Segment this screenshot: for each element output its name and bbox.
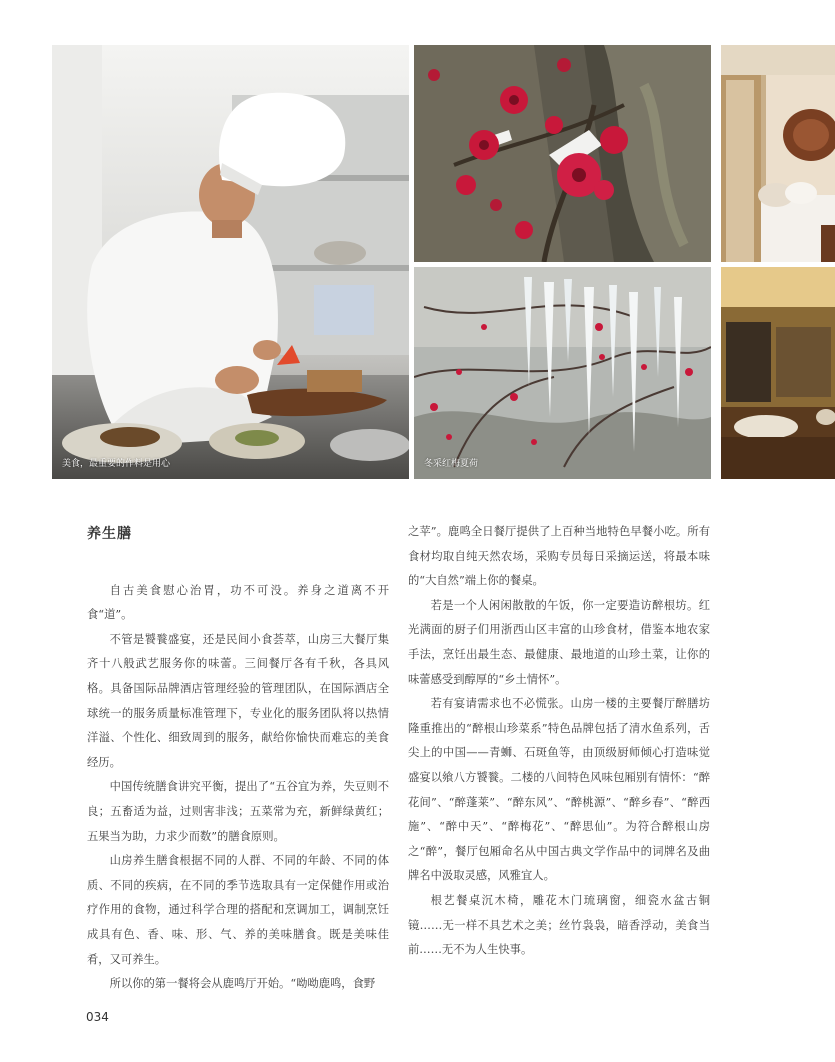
- paragraph: 若有宴请需求也不必慌张。山房一楼的主要餐厅醉膳坊隆重推出的“醉根山珍菜系”特色品牌包括了清水鱼系列，舌尖上的中国——青蛳、石斑鱼等，由顶级厨师倾心打造味觉盛宴以飨八方饕餮。二楼的八间特色风味包厢别有情怀：“醉花间”、“醉蓬莱”、“醉东风”、“醉桃源”、“醉乡春”、“醉西施”、“醉中天”、“醉梅花”、“醉思仙”。为符合醉根山房之“醉”，餐厅包厢命名从中国古典文学作品中的词牌名及曲牌名中汲取灵感，风雅宜人。: [408, 697, 710, 883]
- section-title: 养生膳: [87, 526, 132, 542]
- icicle-image: [414, 267, 711, 479]
- article-column-right: [408, 520, 710, 963]
- icicle-photo: [414, 267, 711, 479]
- bathroom-photo: [721, 267, 835, 479]
- paragraph: 山房养生膳食根据不同的人群、不同的年龄、不同的体质、不同的疾病，在不同的季节选取具有一定保健作用或治疗作用的食物，通过科学合理的搭配和烹调加工，调制烹饪成具有色、香、味、形、气、养的美味膳食。既是美味佳肴，又可养生。: [87, 854, 389, 966]
- article-column-left: [87, 520, 389, 997]
- bathroom-image: [721, 267, 835, 479]
- chef-photo-image: [52, 45, 409, 479]
- paragraph-continuation: 之苹”。鹿鸣全日餐厅提供了上百种当地特色早餐小吃。所有食材均取自纯天然农场，采购专员每日采摘运送，将最本味的“大自然”端上你的餐桌。: [408, 525, 710, 588]
- paragraph: 所以你的第一餐将会从鹿鸣厅开始。“呦呦鹿鸣，食野: [109, 977, 376, 991]
- chef-photo: [52, 45, 409, 479]
- paragraph: 中国传统膳食讲究平衡，提出了“五谷宜为养，失豆则不良；五畜适为益，过则害非浅；五菜常为充，新鲜绿黄红；五果当为助，力求少而数”的膳食原则。: [87, 780, 389, 843]
- paragraph: 自古美食慰心治胃，功不可没。养身之道离不开食“道”。: [87, 583, 389, 622]
- plum-blossom-photo: [414, 45, 711, 262]
- icicle-photo-caption: 冬采红梅夏荷: [424, 459, 479, 469]
- page-number: 034: [86, 1010, 109, 1024]
- paragraph: 不管是饕餮盛宴，还是民间小食荟萃，山房三大餐厅集齐十八般武艺服务你的味蕾。三间餐厅各有千秋，各具风格。具备国际品牌酒店管理经验的管理团队，在国际酒店全球统一的服务质量标准管理下，专业化的服务团队将以热情洋溢、个性化、细致周到的服务，献给你愉快而难忘的美食经历。: [87, 632, 389, 769]
- bedroom-photo: [721, 45, 835, 262]
- plum-blossom-image: [414, 45, 711, 262]
- bedroom-image: [721, 45, 835, 262]
- paragraph: 根艺餐桌沉木椅，雕花木门琉璃窗，细瓷水盆古铜镜……无一样不具艺术之美；丝竹袅袅，暗香浮动，美食当前……无不为人生快事。: [408, 893, 710, 957]
- chef-photo-caption: 美食，最重要的作料是用心: [62, 459, 171, 469]
- paragraph: 若是一个人闲闲散散的午饭，你一定要造访醉根坊。红光满面的厨子们用浙西山区丰富的山珍食材，借鉴本地农家手法，烹饪出最生态、最健康、最地道的山珍土菜，让你的味蕾感受到醇厚的“乡土情怀”。: [408, 598, 710, 686]
